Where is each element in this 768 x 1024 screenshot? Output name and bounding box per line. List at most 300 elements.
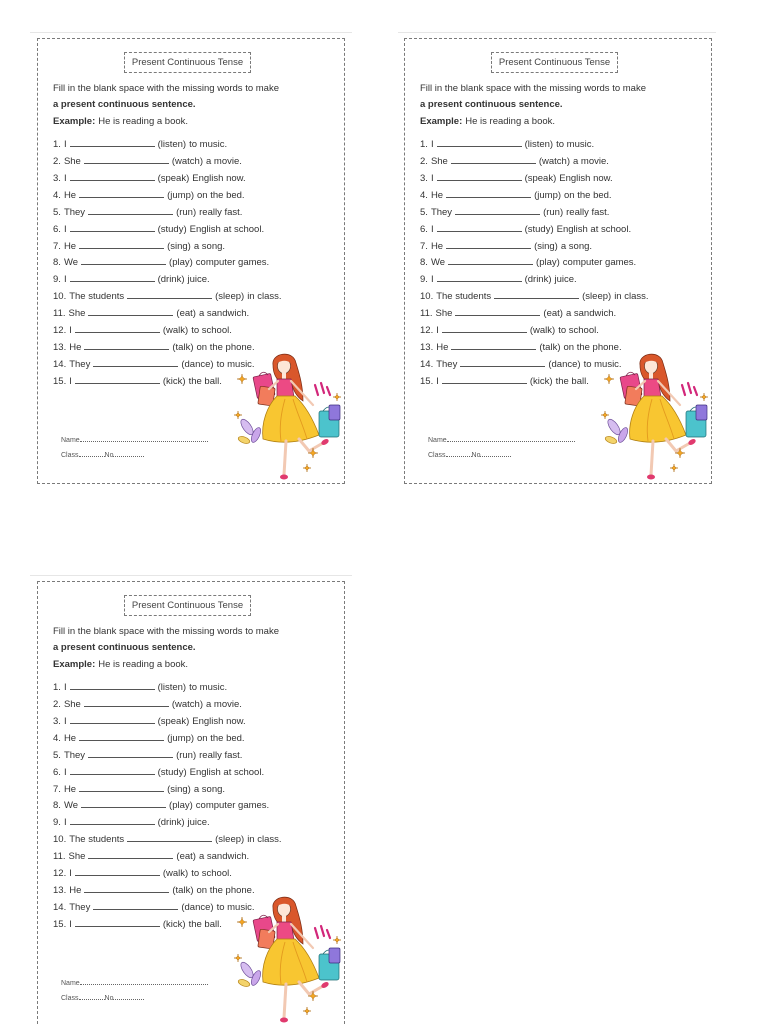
answer-blank [70,689,155,690]
item-verb: (kick) [162,375,186,387]
item-verb: (speak) [157,715,190,727]
exercise-item [420,308,649,325]
shoe [280,1018,288,1023]
class-label: Class [428,452,446,459]
item-subject: I [69,868,72,880]
item-ending: to school. [191,325,232,337]
item-ending: a sandwich. [198,851,250,863]
item-subject: She [63,155,81,167]
item-number: 6. [53,223,61,235]
exercise-item [53,173,282,190]
item-subject: They [69,901,91,913]
item-subject: They [430,206,453,218]
shopping-bag-left [620,372,642,406]
magenta-tag-marks [315,383,330,395]
item-number: 9. [420,274,428,286]
item-number: 15. [53,375,67,387]
item-number: 15. [53,918,67,930]
item-verb: (drink) [524,274,552,286]
answer-blank [437,231,522,232]
example-line [53,116,188,128]
answer-blank [448,264,533,265]
name-label: Name [61,437,80,444]
answer-blank [79,248,164,249]
answer-blank [446,197,531,198]
answer-blank [79,740,164,741]
answer-blank [127,298,212,299]
answer-blank [455,214,540,215]
answer-blank [451,163,536,164]
answer-blank [88,214,173,215]
worksheet-copy-1 [37,38,345,484]
class-dotted-line [446,456,472,457]
item-verb: (study) [524,223,554,235]
leaf-decoration [237,417,262,445]
shopping-girl-illustration [600,351,715,481]
instruction-bold-text: a present continuous sentence. [53,642,196,653]
item-number: 2. [53,698,61,710]
exercise-item [53,139,282,156]
star-icon [333,393,341,401]
item-number: 14. [420,358,434,370]
exercise-item [420,257,649,274]
shopping-bag-right [319,405,340,437]
item-verb: (walk) [162,325,189,337]
item-ending: English at school. [189,766,265,778]
answer-blank [70,281,155,282]
name-dotted-line [447,441,575,442]
item-subject: I [63,172,67,184]
answer-blank [79,197,164,198]
name-label: Name [428,437,447,444]
exercise-item [420,139,649,156]
example-label: Example: [420,116,463,127]
item-subject: We [63,800,79,812]
item-ending: to music. [556,139,595,150]
item-verb: (eat) [176,308,196,320]
worksheet-title: Present Continuous Tense [491,52,618,73]
item-subject: She [435,308,453,320]
item-number: 6. [53,766,61,778]
item-ending: a movie. [206,698,242,710]
item-ending: the ball. [188,375,222,387]
class-number-field [61,995,144,1003]
item-subject: She [68,308,86,320]
exercise-item [53,257,282,274]
item-subject: The students [69,291,125,303]
exercise-item [420,325,649,342]
item-number: 5. [53,206,61,218]
item-ending: a song. [560,240,593,252]
item-number: 4. [53,189,61,201]
item-ending: to music. [216,901,255,913]
item-number: 7. [53,783,61,795]
item-number: 8. [420,257,428,269]
item-number: 7. [53,240,61,252]
class-dotted-line [79,456,105,457]
exercise-item [53,291,282,308]
item-subject: I [63,715,67,727]
item-number: 1. [420,139,428,150]
answer-blank [455,315,540,316]
item-ending: to school. [191,868,232,880]
item-number: 12. [53,868,67,880]
page-edge-line [30,575,352,576]
item-ending: to music. [583,358,622,370]
item-subject: I [63,139,67,150]
item-ending: on the phone. [563,342,622,354]
answer-blank [81,807,166,808]
item-ending: a sandwich. [198,308,250,320]
answer-blank [84,892,169,893]
item-verb: (jump) [167,189,195,201]
exercise-item [53,733,282,750]
item-verb: (drink) [157,274,185,286]
item-verb: (kick) [162,918,186,930]
exercise-item [53,750,282,767]
item-number: 9. [53,817,61,829]
item-verb: (run) [543,206,564,218]
item-verb: (speak) [157,172,190,184]
answer-blank [442,332,527,333]
shopping-girl-illustration [233,894,348,1024]
shopping-bag-left [253,915,275,949]
answer-blank [70,231,155,232]
item-number: 8. [53,800,61,812]
item-subject: He [69,342,82,354]
class-number-field [428,452,511,460]
name-dotted-line [80,441,208,442]
item-verb: (sleep) [215,291,245,303]
answer-blank [70,824,155,825]
item-number: 4. [53,732,61,744]
item-number: 11. [53,308,66,320]
star-icon [237,917,247,927]
item-number: 1. [53,139,61,150]
answer-blank [93,366,178,367]
exercise-item [53,325,282,342]
item-verb: (run) [176,206,197,218]
item-ending: really fast. [199,206,243,218]
answer-blank [70,723,155,724]
item-number: 3. [53,715,61,727]
name-dotted-line [80,984,208,985]
item-subject: She [430,155,448,167]
number-label: No [104,452,114,459]
exercise-item [53,767,282,784]
item-ending: to music. [189,682,228,693]
shopping-bag-left [253,372,275,406]
magenta-tag-marks [682,383,697,395]
exercise-item [53,682,282,699]
item-subject: She [68,851,86,863]
answer-blank [446,248,531,249]
item-number: 14. [53,358,67,370]
worksheet-title: Present Continuous Tense [124,52,251,73]
name-field [61,980,208,988]
item-subject: I [436,325,439,337]
item-ending: really fast. [199,749,243,761]
purple-bag [329,948,340,963]
item-subject: I [430,274,434,286]
neck [282,915,286,922]
item-verb: (speak) [524,172,557,184]
answer-blank [75,926,160,927]
standing-leg [284,984,286,1018]
item-verb: (sing) [167,240,191,252]
exercise-item [53,868,282,885]
instruction-bold-text: a present continuous sentence. [53,99,196,110]
item-ending: a song. [193,783,226,795]
instruction-bold-text: a present continuous sentence. [420,99,563,110]
item-number: 1. [53,682,61,693]
answer-blank [75,332,160,333]
item-ending: really fast. [566,206,610,218]
item-ending: juice. [187,274,210,286]
class-dotted-line [79,999,105,1000]
answer-blank [84,349,169,350]
shoe [647,475,655,480]
item-number: 12. [53,325,67,337]
answer-blank [437,146,522,147]
item-ending: a sandwich. [565,308,617,320]
item-verb: (sleep) [582,291,612,303]
item-number: 7. [420,240,428,252]
star-icon [601,411,609,419]
item-verb: (listen) [157,682,187,693]
page-edge-line [30,32,352,33]
answer-blank [88,858,173,859]
answer-blank [460,366,545,367]
shopping-bag-right [686,405,707,437]
item-verb: (jump) [534,189,562,201]
item-subject: I [69,325,72,337]
leaf [237,435,250,445]
item-subject: He [63,732,77,744]
item-subject: I [430,223,434,235]
item-subject: He [430,240,444,252]
shopping-girl-illustration [233,351,348,481]
exercise-item [53,274,282,291]
item-number: 15. [420,375,434,387]
item-verb: (talk) [172,342,194,354]
exercise-item [53,207,282,224]
item-ending: in class. [247,291,282,303]
item-verb: (play) [536,257,560,269]
star-icon [237,374,247,384]
item-ending: in class. [247,834,282,846]
class-label: Class [61,995,79,1002]
item-verb: (kick) [529,375,553,387]
exercise-item [53,308,282,325]
answer-blank [93,909,178,910]
example-label: Example: [53,659,96,670]
shopping-bag-right [319,948,340,980]
item-number: 2. [420,155,428,167]
item-subject: They [436,358,458,370]
kicking-leg [666,439,690,451]
item-subject: I [436,375,439,387]
item-number: 3. [53,172,61,184]
item-subject: They [69,358,91,370]
answer-blank [451,349,536,350]
number-label: No [104,995,114,1002]
leaf [237,978,250,988]
name-field [61,437,208,445]
exercise-item [420,224,649,241]
exercise-item [420,173,649,190]
instruction-text: Fill in the blank space with the missing words to make [53,626,279,637]
item-verb: (sing) [167,783,191,795]
exercise-item [420,207,649,224]
item-number: 14. [53,901,67,913]
exercise-item [53,190,282,207]
answer-blank [81,264,166,265]
answer-blank [437,180,522,181]
exercise-item [53,784,282,801]
exercise-item [420,156,649,173]
item-verb: (run) [176,749,197,761]
example-line [53,659,188,671]
answer-blank [84,706,169,707]
item-verb: (play) [169,257,193,269]
item-subject: I [430,139,434,150]
example-line [420,116,555,128]
item-verb: (jump) [167,732,195,744]
star-icon [670,464,678,472]
exercise-item [53,241,282,258]
item-subject: He [430,189,444,201]
item-verb: (drink) [157,817,185,829]
item-number: 11. [53,851,66,863]
star-icon [234,954,242,962]
item-number: 9. [53,274,61,286]
item-ending: English at school. [556,223,632,235]
item-verb: (play) [169,800,193,812]
item-number: 12. [420,325,434,337]
exercise-item [53,156,282,173]
item-subject: I [63,766,67,778]
kicking-leg [299,982,323,994]
name-label: Name [61,980,80,987]
item-verb: (watch) [171,698,203,710]
example-label: Example: [53,116,96,127]
item-subject: He [63,189,77,201]
item-ending: the ball. [555,375,589,387]
item-ending: a song. [193,240,226,252]
item-ending: the ball. [188,918,222,930]
item-verb: (study) [157,766,187,778]
item-subject: They [63,206,86,218]
item-number: 3. [420,172,428,184]
item-verb: (study) [157,223,187,235]
item-number: 10. [53,291,67,303]
number-dotted-line [480,456,511,457]
item-subject: I [430,172,434,184]
item-verb: (walk) [162,868,189,880]
answer-blank [494,298,579,299]
number-dotted-line [113,456,144,457]
item-number: 10. [420,291,434,303]
class-number-field [61,452,144,460]
item-verb: (listen) [157,139,187,150]
item-verb: (sleep) [215,834,245,846]
item-subject: The students [436,291,492,303]
item-subject: He [436,342,449,354]
item-verb: (watch) [538,155,570,167]
item-ending: computer games. [562,257,637,269]
item-verb: (dance) [181,901,214,913]
item-ending: to school. [558,325,599,337]
star-icon [303,1007,311,1015]
answer-blank [70,774,155,775]
number-label: No [471,452,481,459]
item-ending: a movie. [573,155,609,167]
exercise-item [53,800,282,817]
item-subject: I [63,223,67,235]
star-icon [604,374,614,384]
item-ending: English now. [559,172,613,184]
answer-blank [70,180,155,181]
item-verb: (dance) [181,358,214,370]
item-verb: (talk) [539,342,561,354]
worksheet-title: Present Continuous Tense [124,595,251,616]
item-subject: They [63,749,86,761]
item-subject: I [69,918,72,930]
worksheet-copy-3 [37,581,345,1024]
item-verb: (eat) [543,308,563,320]
item-subject: We [63,257,79,269]
item-ending: English at school. [189,223,265,235]
item-subject: I [63,274,67,286]
item-ending: a movie. [206,155,242,167]
item-verb: (eat) [176,851,196,863]
exercise-item [420,241,649,258]
item-number: 4. [420,189,428,201]
item-ending: in class. [614,291,649,303]
item-ending: on the phone. [196,342,255,354]
item-number: 2. [53,155,61,167]
example-sentence: He is reading a book. [98,659,189,670]
leaf-decoration [237,960,262,988]
answer-blank [437,281,522,282]
exercise-item [53,699,282,716]
leaf-decoration [604,417,629,445]
example-sentence: He is reading a book. [465,116,556,127]
exercise-item [53,851,282,868]
item-subject: We [430,257,446,269]
item-subject: I [63,682,67,693]
item-ending: on the phone. [196,885,255,897]
item-subject: She [63,698,81,710]
item-number: 13. [53,885,67,897]
item-ending: English now. [192,172,246,184]
item-ending: to music. [216,358,255,370]
instruction-text: Fill in the blank space with the missing words to make [420,83,646,94]
purple-bag [329,405,340,420]
item-number: 5. [420,206,428,218]
item-ending: juice. [554,274,577,286]
page-edge-line [398,32,716,33]
magenta-tag-marks [315,926,330,938]
item-number: 10. [53,834,67,846]
item-number: 8. [53,257,61,269]
item-subject: He [69,885,82,897]
shoe [280,475,288,480]
item-subject: I [63,817,67,829]
exercise-item [420,274,649,291]
example-sentence: He is reading a book. [98,116,189,127]
